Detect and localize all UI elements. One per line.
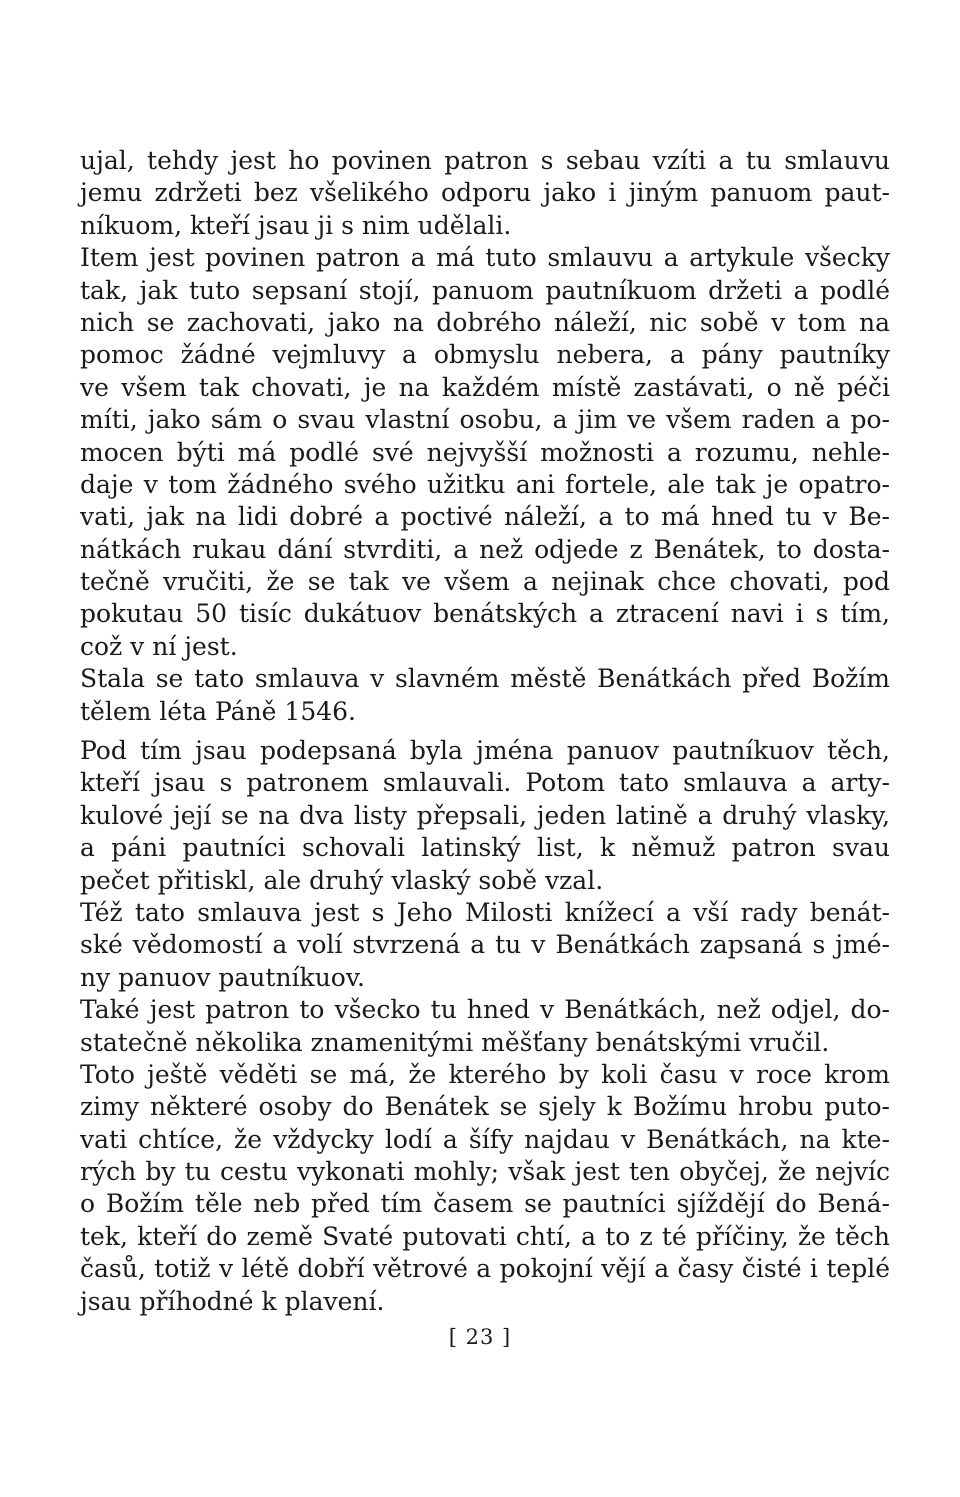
text-line: mocen býti má podlé své nejvyšší možnosti a rozumu, nehle- bbox=[80, 437, 890, 467]
text-line: Toto ještě věděti se má, že kterého by koli času v roce krom bbox=[80, 1059, 890, 1089]
text-line: Stala se tato smlauva v slavném městě Benátkách před Božím bbox=[80, 664, 890, 694]
text-line: pokutau 50 tisíc dukátuov benátských a ztracení navi i s tím, bbox=[80, 599, 890, 629]
text-line: Též tato smlauva jest s Jeho Milosti knížecí a vší rady benát- bbox=[80, 897, 890, 927]
paragraph bbox=[80, 994, 890, 1059]
text-line: pečet přitiskl, ale druhý vlaský sobě vzal. bbox=[80, 865, 604, 895]
text-line: kulové její se na dva listy přepsali, jeden latině a druhý vlasky, bbox=[80, 800, 890, 830]
paragraph bbox=[80, 663, 890, 728]
text-line: o Božím těle neb před tím časem se pautníci sjíždějí do Bená- bbox=[80, 1189, 890, 1219]
text-line: tak, jak tuto sepsaní stojí, panuom pautníkuom držeti a podlé bbox=[80, 275, 890, 305]
text-line: nátkách rukau dání stvrditi, a než odjede z Benátek, to dosta- bbox=[80, 534, 890, 564]
paragraph bbox=[80, 897, 890, 994]
text-line: zimy některé osoby do Benátek se sjely k Božímu hrobu puto- bbox=[80, 1092, 890, 1122]
text-line: jemu zdržeti bez všelikého odporu jako i jiným panuom paut- bbox=[80, 178, 890, 208]
text-line: Item jest povinen patron a má tuto smlauvu a artykule všecky bbox=[80, 243, 890, 273]
text-block-upper bbox=[80, 145, 890, 728]
text-line: tek, kteří do země Svaté putovati chtí, a to z té příčiny, že těch bbox=[80, 1221, 890, 1251]
text-line: časů, totiž v létě dobří větrové a pokojní vějí a časy čisté i teplé bbox=[80, 1254, 890, 1284]
text-line: vati chtíce, že vždycky lodí a šífy najdau v Benátkách, na kte- bbox=[80, 1124, 890, 1154]
text-line: ve všem tak chovati, je na každém místě zastávati, o ně péči bbox=[80, 372, 890, 402]
text-line: ujal, tehdy jest ho povinen patron s sebau vzíti a tu smlauvu bbox=[80, 146, 890, 175]
text-line: a páni pautníci schovali latinský list, k němuž patron svau bbox=[80, 833, 890, 863]
text-line: Také jest patron to všecko tu hned v Benátkách, než odjel, do- bbox=[80, 995, 890, 1025]
page-number: [ 23 ] bbox=[448, 1325, 512, 1349]
paragraph bbox=[80, 735, 890, 897]
text-line: vati, jak na lidi dobré a poctivé náleží, a to má hned tu v Be- bbox=[80, 502, 890, 532]
paragraph bbox=[80, 242, 890, 663]
text-line: kteří jsau s patronem smlauvali. Potom tato smlauva a arty- bbox=[80, 768, 890, 798]
text-line: rých by tu cestu vykonati mohly; však jest ten obyčej, že nejvíc bbox=[80, 1157, 890, 1187]
text-line: tělem léta Páně 1546. bbox=[80, 696, 356, 726]
text-line: ny panuov pautníkuov. bbox=[80, 962, 365, 992]
text-line: daje v tom žádného svého užitku ani fortele, ale tak je opatro- bbox=[80, 469, 890, 499]
text-line: tečně vručiti, že se tak ve všem a nejinak chce chovati, pod bbox=[80, 567, 890, 597]
paragraph bbox=[80, 145, 890, 242]
text-line: ské vědomostí a volí stvrzená a tu v Benátkách zapsaná s jmé- bbox=[80, 930, 890, 960]
text-line: což v ní jest. bbox=[80, 631, 238, 661]
text-line: Pod tím jsau podepsaná byla jména panuov pautníkuov těch, bbox=[80, 736, 890, 765]
text-line: jsau příhodné k plavení. bbox=[80, 1286, 385, 1316]
text-line: míti, jako sám o svau vlastní osobu, a jim ve všem raden a po- bbox=[80, 405, 890, 435]
text-line: statečně několika znamenitými měšťany benátskými vručil. bbox=[80, 1027, 830, 1057]
text-block-lower bbox=[80, 735, 890, 1318]
text-line: níkuom, kteří jsau ji s nim udělali. bbox=[80, 210, 512, 240]
text-line: pomoc žádné vejmluvy a obmyslu nebera, a pány pautníky bbox=[80, 340, 890, 370]
paragraph bbox=[80, 1059, 890, 1318]
text-line: nich se zachovati, jako na dobrého náleží, nic sobě v tom na bbox=[80, 307, 890, 337]
